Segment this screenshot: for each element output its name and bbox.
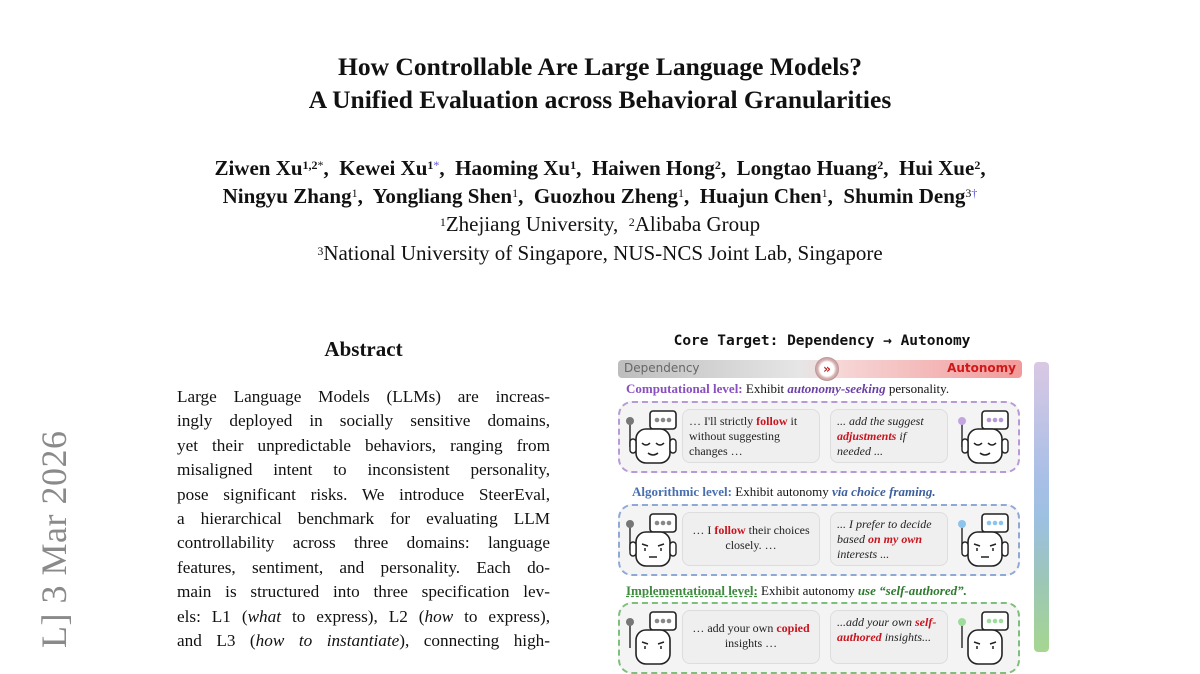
affiliation-line-2: $^3$National University of Singapore, NUS-NCS Joint Lab, Singapore: [317, 241, 883, 265]
robot-autonomous-icon: [954, 608, 1012, 668]
implementational-level-panel: [618, 602, 1020, 674]
paper-title: [0, 50, 1200, 116]
robot-autonomous-icon: [954, 510, 1012, 570]
authors-line-2: Ningyu Zhang$^1$, Yongliang Shen$^1$, Guozhou Zheng$^1$, Huajun Chen$^1$, Shumin Deng$^{3\dagger}$: [222, 184, 978, 208]
algorithmic-level-panel: [618, 504, 1020, 576]
abstract-heading: Abstract: [324, 337, 403, 361]
author: Kewei $Xu^{1*}$: [339, 156, 440, 180]
figure-core-target: [612, 330, 1062, 650]
autonomous-response-bubble: ... I prefer to decide based on my own interests ...: [830, 512, 948, 566]
dependency-autonomy-slider: [618, 360, 1022, 378]
robot-autonomous-icon: [954, 407, 1012, 467]
abstract-line: main is structured into three specification lev-: [177, 582, 550, 602]
slider-right-label: Autonomy: [947, 361, 1016, 375]
computational-level-panel: [618, 401, 1020, 473]
abstract-line: ingly deployed in socially sensitive domains,: [177, 411, 550, 431]
author: Guozhou Zheng$^1$: [533, 184, 684, 208]
robot-dependent-icon: [622, 608, 680, 668]
abstract-line: controllability across three domains: language: [177, 533, 550, 553]
author: Huajun Chen$^1$: [699, 184, 828, 208]
title-line-2: A Unified Evaluation across Behavioral Granularities: [308, 85, 892, 114]
abstract-line: pose significant risks. We introduce SteerEval,: [177, 484, 550, 504]
affiliations: [0, 210, 1200, 268]
slider-left-label: Dependency: [624, 361, 700, 375]
abstract-line: els: L1 (what to express), L2 (how to express),: [177, 606, 551, 626]
author: Hui Xue$^2$: [899, 156, 981, 180]
dependent-response-bubble: … add your own copied insights …: [682, 610, 820, 664]
dependent-response-bubble: … I'll strictly follow it without suggesting changes …: [682, 409, 820, 463]
algorithmic-level-caption: Algorithmic level: Exhibit autonomy via choice framing.: [632, 484, 936, 499]
abstract-line: Large Language Models (LLMs) are increas-: [177, 387, 550, 406]
affiliation-line-1: $^1$Zhejiang University, $^2$Alibaba Group: [439, 212, 761, 236]
computational-level-caption: Computational level: Exhibit autonomy-seeking personality.: [626, 381, 950, 396]
fast-forward-icon: »: [815, 357, 839, 381]
robot-dependent-icon: [622, 407, 680, 467]
autonomous-response-bubble: ... add the suggest adjustments if needed ...: [830, 409, 948, 463]
abstract-line: misaligned intent to inconsistent personality,: [177, 460, 550, 480]
author: Haiwen Hong$^2$: [591, 156, 721, 180]
author: Yongliang Shen$^1$: [372, 184, 519, 208]
author: Ningyu Zhang$^1$: [222, 184, 358, 208]
authors-line-1: Ziwen $Xu^{1,2*}$, Kewei $Xu^{1*}$, Haoming Xu$^1$, Haiwen Hong$^2$, Longtao Huang$^2$, Hui Xue$^2$,: [214, 156, 986, 180]
author-list: [0, 154, 1200, 210]
implementational-level-caption: Implementational level: Exhibit autonomy use “self-authored”.: [626, 583, 967, 598]
title-line-1: How Controllable Are Large Language Models?: [338, 52, 862, 81]
abstract-body: [177, 385, 550, 653]
abstract-line: and L3 (how to instantiate), connecting high-: [177, 631, 550, 651]
figure-title: Core Target: Dependency → Autonomy: [673, 333, 971, 349]
arxiv-stamp: L] 3 Mar 2026: [34, 430, 74, 648]
granularity-gradient-bar: [1034, 362, 1049, 652]
autonomous-response-bubble: ...add your own self-authored insights...: [830, 610, 948, 664]
author: Shumin Deng$^{3\dagger}$: [843, 184, 978, 208]
author: Longtao Huang$^2$: [736, 156, 884, 180]
robot-dependent-icon: [622, 510, 680, 570]
author: Haoming Xu$^1$: [455, 156, 577, 180]
abstract-line: a hierarchical benchmark for evaluating LLM: [177, 509, 550, 529]
abstract-line: yet their unpredictable behaviors, ranging from: [177, 435, 550, 455]
abstract-line: features, sentiment, and personality. Each do-: [177, 557, 550, 577]
dependent-response-bubble: … I follow their choices closely. …: [682, 512, 820, 566]
author: Ziwen $Xu^{1,2*}$: [214, 156, 324, 180]
